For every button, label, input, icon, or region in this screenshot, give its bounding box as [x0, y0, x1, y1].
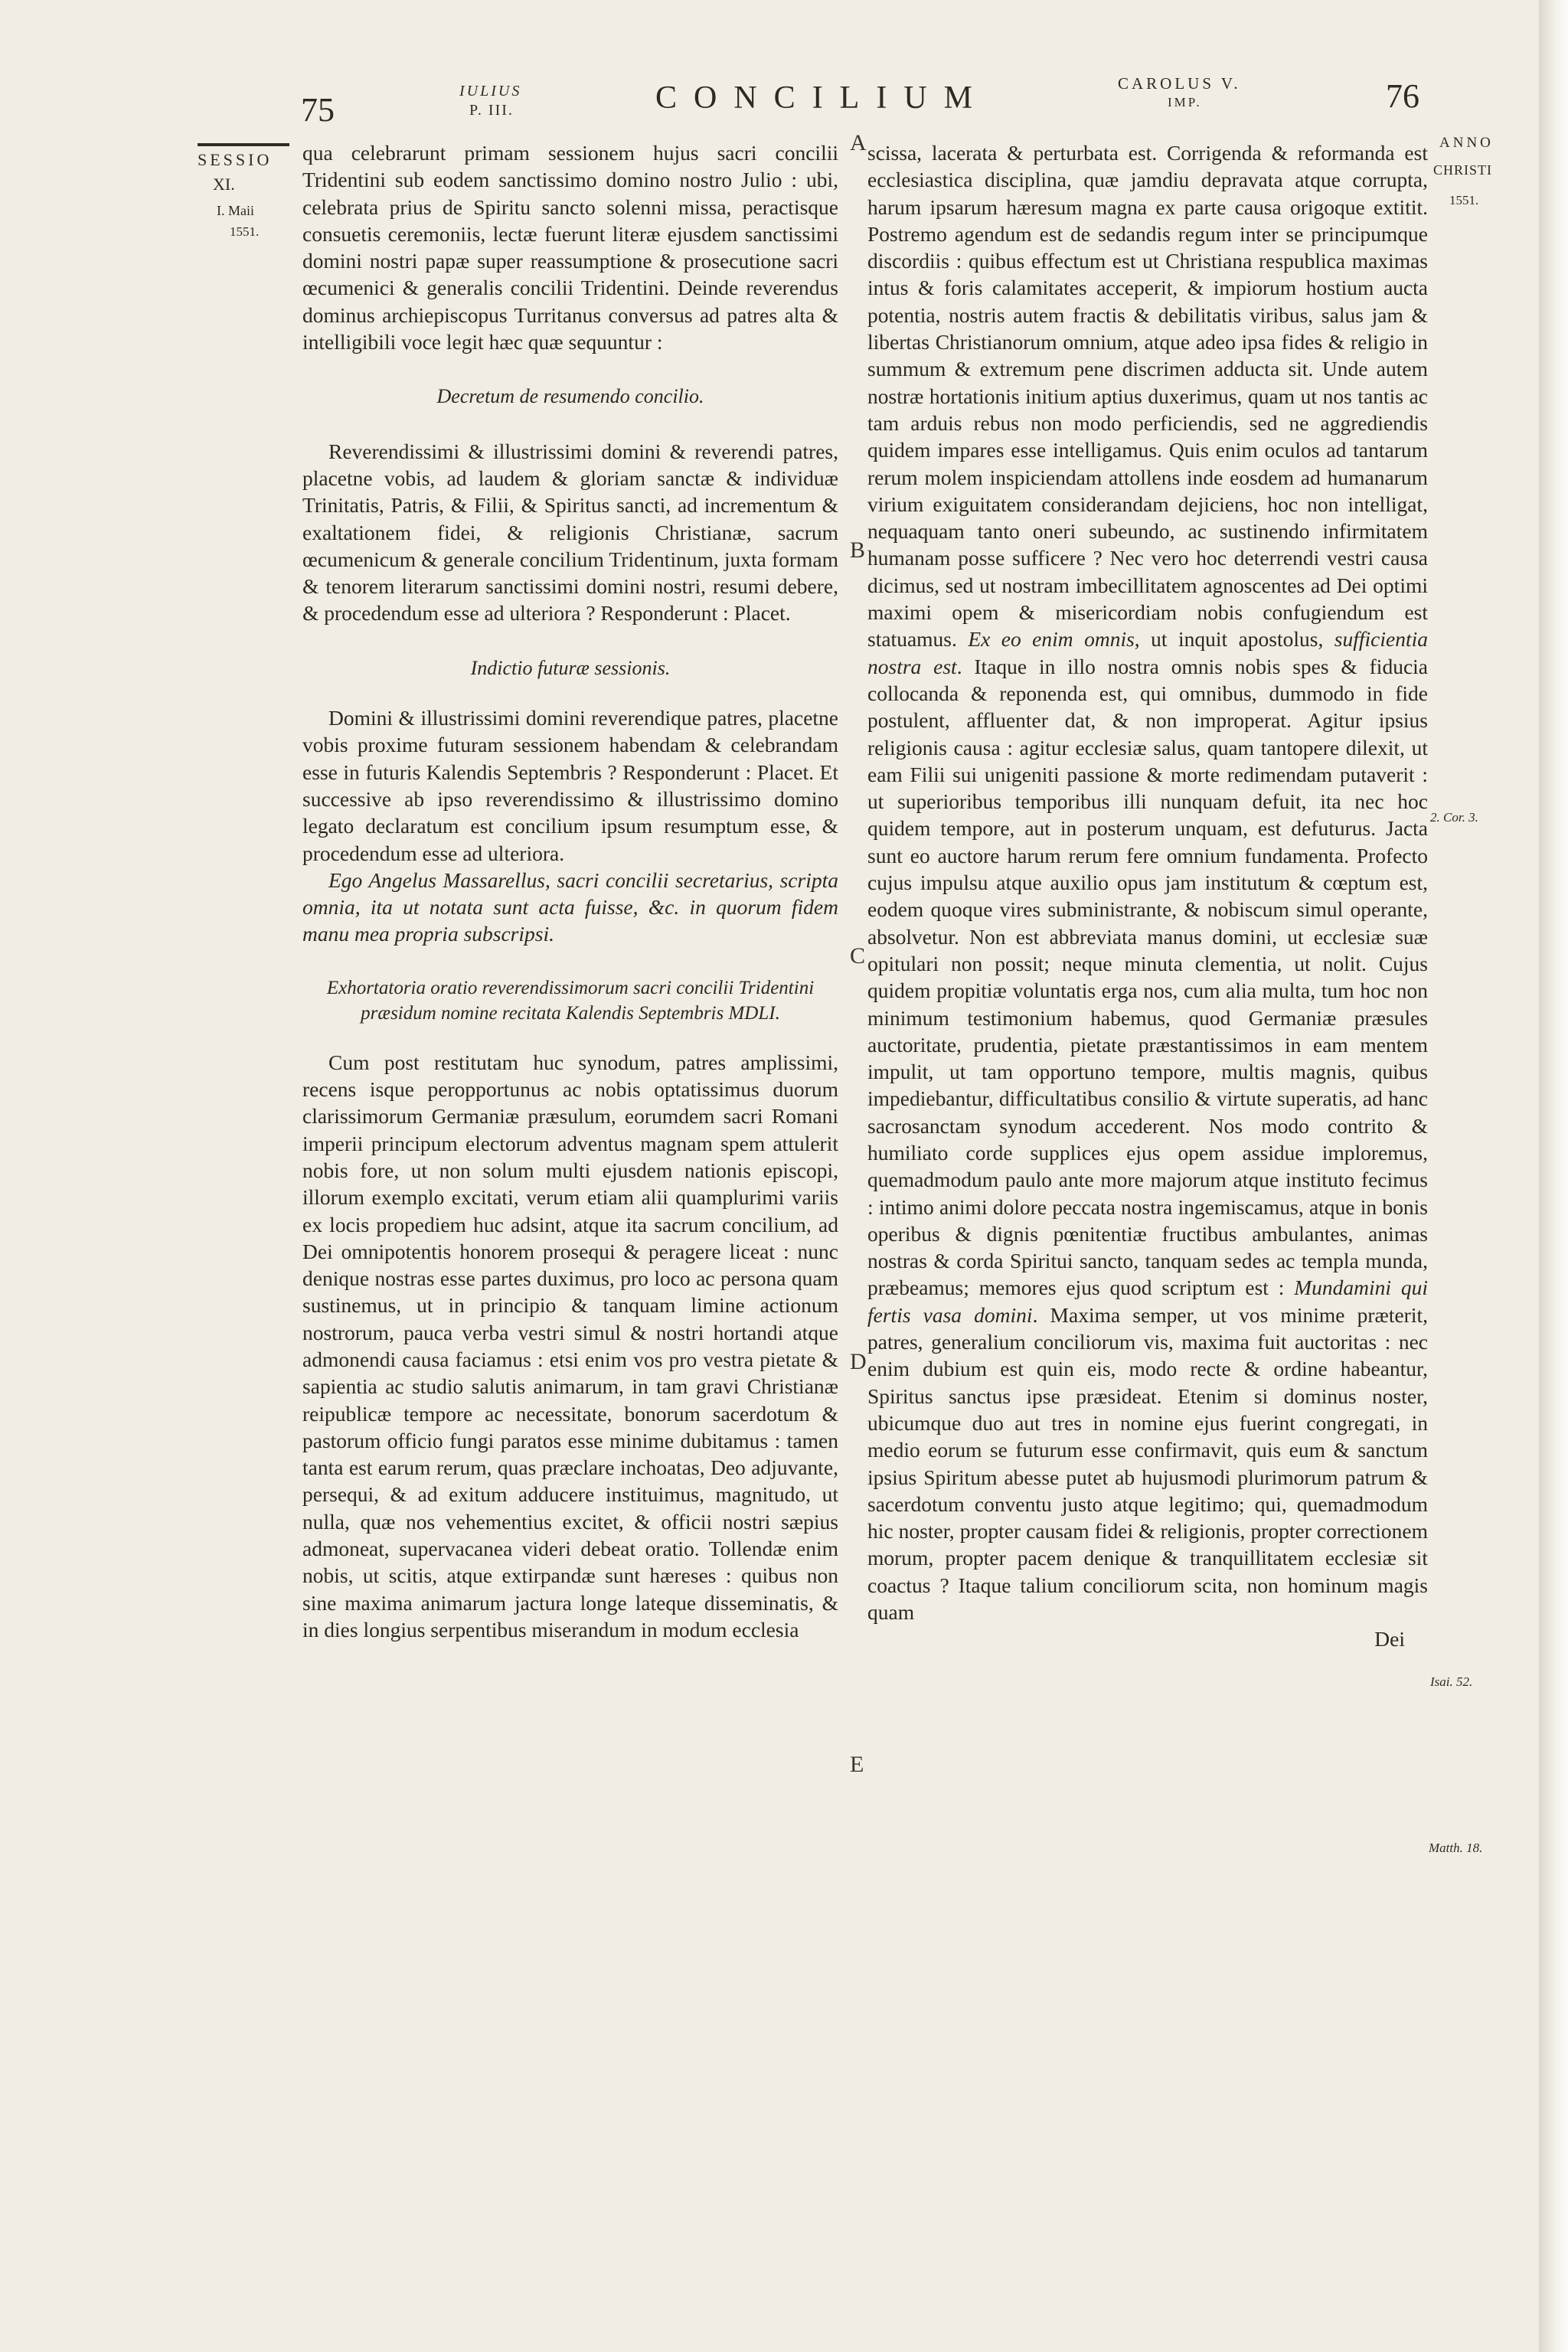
section-letter-e: E	[850, 1752, 864, 1777]
section-letter-a: A	[850, 130, 867, 155]
left-paragraph-opening: qua celebrarunt primam sessionem hujus sacri concilii Tridentini sub eodem sanctissimo domino nostro Julio : ubi, celebrata prius de Spiritu sancto solenni missa, peractisque consuetis ceremoniis, lectæ fuerunt literæ ejusdem sanctissimi domini nostri papæ super reassumptione & prosecutione sacri œcumenici & generalis concilii Tridentini. Deinde reverendus dominus archiepiscopus Turritanus conversus ad patres alta & intelligibili voce legit hæc quæ sequuntur :	[302, 141, 838, 354]
margin-session-date: I. Maii	[217, 203, 254, 218]
heading-exhortation: Exhortatoria oratio reverendissimorum sacri concilii Tridentini præsidum nomine recitata Kalendis Septembris MDLI.	[326, 977, 815, 1024]
heading-decree: Decretum de resumendo concilio.	[436, 385, 704, 408]
running-head-emperor-sub: IMP.	[1168, 95, 1202, 109]
margin-year: 1551.	[1449, 193, 1479, 207]
right-text-column	[867, 139, 1428, 1653]
secretary-attestation: Ego Angelus Massarellus, sacri concilii secretarius, scripta omnia, ita ut notata sunt acta fuisse, &c. in quorum fidem manu mea propria subscripsi.	[302, 867, 838, 946]
page-edge	[1539, 0, 1568, 2352]
section-letter-c: C	[850, 943, 866, 969]
page-number-left: 75	[301, 91, 335, 129]
section-letter-d: D	[850, 1349, 867, 1374]
running-head-pope-number: P. III.	[469, 102, 514, 119]
running-head-title: CONCILIUM	[655, 80, 989, 116]
left-text-column	[302, 139, 838, 1643]
margin-scripture-ref-3: Matth. 18.	[1429, 1841, 1483, 1855]
margin-session: SESSIO	[198, 150, 273, 169]
left-paragraph-indiction: Domini & illustrissimi domini reverendique patres, placetne vobis proxime futuram sessionem habendam & celebrandam esse in futuris Kalendis Septembris ? Responderunt : Placet. Et successive ab ipso reverendissimo & illustrissimo domino legato declaratum est concilium ipsum resumptum esse, & procedendum esse ad ulteriora.	[302, 706, 838, 865]
right-text-part-3: . Itaque in illo nostra omnis nobis spes & fiducia collocanda & reponenda est, qui omnibus, dummodo in fide postulent, affluenter dat, & non improperat. Agitur ipsius religionis causa : agitur ecclesiæ salus, quam tantopere dilexit, ut eam Filii sui unigeniti passione & morte redimendam putaverit : ut superioribus temporibus illi nunquam defuit, ita nec hoc quidem tempore, aut in posterum unquam, est defuturus. Jacta sunt eo auctore harum rerum fere omnium fundamenta. Profecto cujus impulsu atque auxilio opus jam institutum & cœptum est, eodem quoque vires subministrante, & nobiscum simul operante, absolvetur. Non est abbreviata manus domini, ut ecclesiæ suæ opitulari non possit; neque minuta clementia, ut nolit. Cujus quidem propitiæ voluntatis erga nos, cum alia multa, tum hoc non minimum testimonium habemus, quod Germaniæ præsules auctoritate, prudentia, pietate præstantissimos in eam mentem impulit, ut tam opportuno tempore, multis magnis, quibus impediebantur, difficultatibus consilio & virtute superatis, ad hanc sacrosanctam synodum accederent. Nos modo contrito & humiliato corde supplices ejus opem assidue imploremus, quemadmodum paulo ante more majorum atque instituto fecimus : intimo animi dolore peccata nostra ingemiscamus, atque in bonis operibus & dignis pœnitentiæ fructibus ambulantes, animas nostras & corda Spiritui sancto, tanquam sedes ac templa munda, præbeamus; memores ejus quod scriptum est :	[867, 654, 1429, 1300]
left-paragraph-decree: Reverendissimi & illustrissimi domini & reverendi patres, placetne vobis, ad laudem & gloriam sanctæ & individuæ Trinitatis, Patris, & Filii, & Spiritus sancti, ad incrementum & exaltationem fidei, & religionis Christianæ, sacrum œcumenicum & generale concilium Tridentinum, juxta formam & tenorem literarum sanctissimi domini nostri, resumi debere, & procedendum esse ad ulteriora ? Responderunt : Placet.	[302, 439, 838, 626]
heading-indiction: Indictio futuræ sessionis.	[470, 656, 671, 679]
running-head-pope: IULIUS	[459, 83, 522, 100]
margin-session-number: XI.	[213, 175, 235, 194]
left-paragraph-exhortation: Cum post restitutam huc synodum, patres amplissimi, recens isque peropportunus ac nobis optatissimus duorum clarissimorum Germaniæ præsulum, eorumdem sacri Romani imperii principum electorum adventus magnam spem attulerit nobis fore, ut non solum multi ejusdem nationis episcopi, illorum exemplo excitati, verum etiam alii quamplurimi variis ex locis propediem huc adsint, atque ita sacrum concilium, ad Dei omnipotentis honorem prosequi & peragere liceat : nunc denique nostras esse partes duximus, pro loco ac persona quam sustinemus, ut in principio & tanquam limine actionum nostrorum, pauca verba vestri simul & nostri hortandi atque admonendi causa faciamus : etsi enim vos pro vestra pietate & sapientia ac studio salutis animarum, in tam gravi Christianæ reipublicæ tempore ac necessitate, bonorum sacerdotum & pastorum officio fungi paratos esse minime dubitamus : tamen tanta est earum rerum, quas præclare inchoatas, Deo adjuvante, persequi, & ad exitum adducere instituimus, magnitudo, ut nulla, quæ nos vehementius excitet, & officii nostri sæpius admoneat, supervacanea videri debeat oratio. Tollendæ enim nobis, ut scitis, atque extirpandæ sunt hæreses : quibus non sine maxima animarum jactura longe lateque disseminatis, & in dies longius serpentibus miserandum in modum ecclesia	[302, 1050, 838, 1642]
page-number-right: 76	[1386, 77, 1419, 115]
scripture-quote-3: Mundamini qui fertis vasa domini	[867, 1276, 1428, 1327]
scripture-quote-2: sufficientia nostra est	[867, 627, 1429, 678]
session-rule	[198, 143, 289, 146]
right-paragraph-main	[867, 139, 1428, 1625]
margin-scripture-ref-1: 2. Cor. 3.	[1430, 810, 1478, 825]
running-head-emperor: CAROLUS V.	[1118, 74, 1241, 93]
margin-anno: ANNO	[1439, 135, 1494, 151]
margin-christi: CHRISTI	[1433, 162, 1493, 178]
catchword: Dei	[1374, 1627, 1405, 1651]
margin-session-year: 1551.	[230, 224, 260, 239]
margin-scripture-ref-2: Isai. 52.	[1430, 1674, 1473, 1689]
section-letter-b: B	[850, 537, 866, 563]
right-text-part-4: . Maxima semper, ut vos minime præterit, patres, generalium conciliorum vis, maxima fuit auctoritas : nec enim dubium est quin eis, modo recte & ordine habeantur, Spiritus sanctus ipse præsideat. Etenim si dominus noster, ubicumque duo aut tres in nomine ejus fuerint congregati, in medio eorum se futurum esse confirmavit, quis eum & sanctum ipsius Spiritum abesse putet ab hujusmodi plurimorum patrum & sacerdotum conventu justo atque legitimo; qui, quemadmodum hic noster, propter causam fidei & religionis, propter correctionem morum, propter pacem denique & tranquillitatem ecclesiæ sit coactus ? Itaque talium conciliorum scita, non hominum magis quam	[867, 1302, 1428, 1625]
scripture-quote-1: Ex eo enim omnis	[968, 627, 1135, 652]
right-text-part-1: scissa, lacerata & perturbata est. Corrigenda & reformanda est ecclesiastica disciplina, quæ jamdiu depravata atque corrupta, harum ipsarum hæresum magna ex parte causa origoque extitit. Postremo agendum est de sedandis regum inter se principumque discordiis : quibus effectum est ut Christiana respublica maximas intus & foris calamitates acceperit, & impiorum hostium aucta potentia, nostris autem fractis & debilitatis viribus, salus jam & libertas Christianorum omnium, atque adeo ipsa fides & religio in summum & extremum pene discrimen adducta sit. Unde autem nostræ hortationis initium aptius duxerimus, quam ut nos tantis ac tam arduis rebus non modo perficiendis, sed ne aggrediendis quidem impares esse intelligamus. Quis enim oculos ad tantarum rerum molem inspiciendam attollens inde eosdem ad humanarum virium exiguitatem considerandam dejiciens, hoc non intelligat, nequaquam tanto oneri subeundo, ac sustinendo infirmitatem humanam posse sufficere ? Nec vero hoc deterrendi vestri causa dicimus, sed ut nostram imbecillitatem agnoscentes ad Dei optimi maximi opem & misericordiam nobis confugiendum est statuamus.	[867, 141, 1428, 652]
right-text-part-2: , ut inquit apostolus,	[1134, 627, 1324, 652]
